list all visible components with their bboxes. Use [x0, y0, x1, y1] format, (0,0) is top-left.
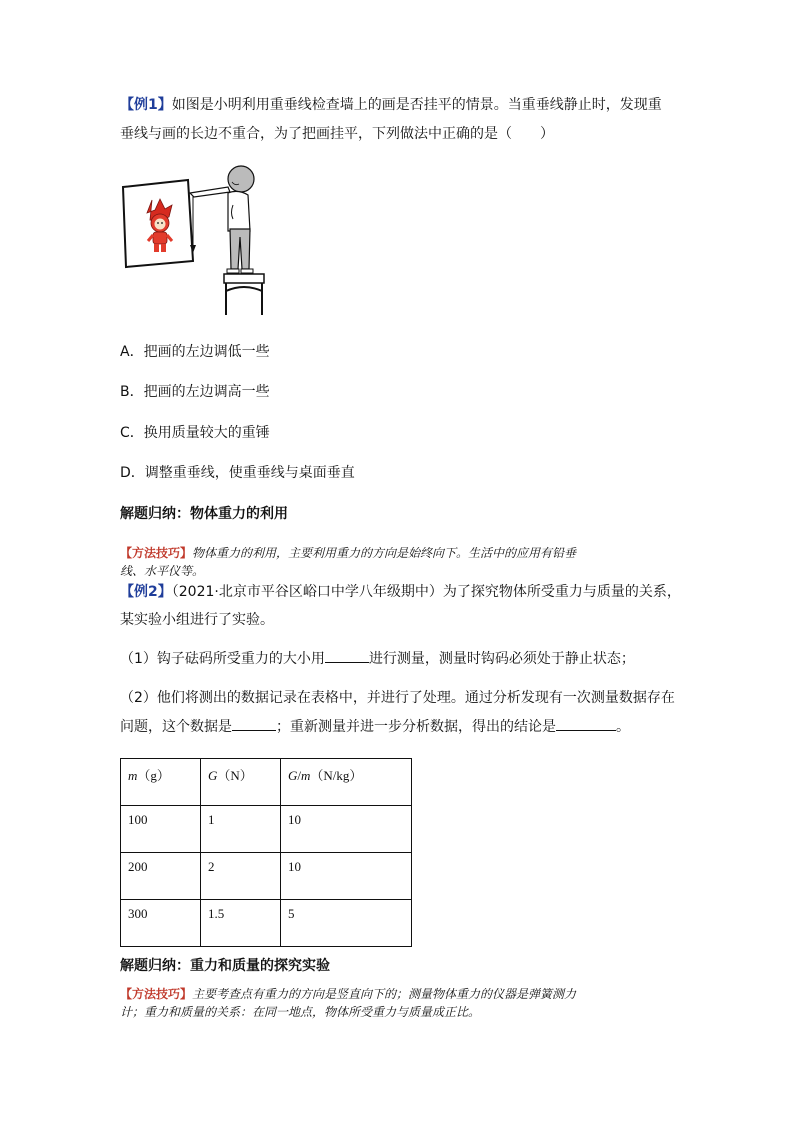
tip1-text1: 物体重力的利用，主要利用重力的方向是始终向下。生活中的应用有铅垂 [192, 546, 577, 560]
option-c: C．换用质量较大的重锤 [120, 425, 270, 441]
tip2-line1 [120, 986, 576, 1002]
example1-text1: 如图是小明利用重垂线检查墙上的画是否挂平的情景。当重垂线静止时，发现重 [171, 97, 662, 113]
table-cell: 200 [121, 853, 201, 900]
q1-after: 进行测量，测量时钩码必须处于静止状态； [368, 651, 635, 667]
tip1-tag: 【方法技巧】 [120, 546, 193, 560]
table-cell: 1.5 [201, 900, 281, 947]
stool-top [224, 274, 264, 283]
example1-tag: 【例1】 [120, 97, 172, 113]
stool-legs [226, 283, 262, 315]
tip2-text1: 主要考查点有重力的方向是竖直向下的；测量物体重力的仪器是弹簧测力 [192, 987, 577, 1001]
header-mass: m（g） [121, 759, 201, 806]
option-a: A．把画的左边调低一些 [120, 344, 270, 360]
tip1-line2: 线、水平仪等。 [120, 564, 205, 578]
tip1-line1 [120, 545, 576, 561]
table-cell: 2 [201, 853, 281, 900]
question-2-line1: （2）他们将测出的数据记录在表格中，并进行了处理。通过分析发现有一次测量数据存在 [120, 690, 675, 706]
table-header-row [121, 759, 412, 806]
example2-line1 [120, 582, 681, 602]
q2-conclusion-blank[interactable] [556, 716, 616, 731]
q2-data-blank[interactable] [232, 716, 276, 731]
table-cell: 300 [121, 900, 201, 947]
summary-1: 解题归纳：物体重力的利用 [120, 506, 288, 522]
option-d: D．调整重垂线，使重垂线与桌面垂直 [120, 465, 355, 481]
example2-text1: （2021·北京市平谷区峪口中学八年级期中）为了探究物体所受重力与质量的关系， [171, 584, 681, 600]
example1-line2: 垂线与画的长边不重合，为了把画挂平，下列做法中正确的是（ ） [120, 126, 554, 142]
q1-answer-blank[interactable] [325, 648, 369, 663]
table-cell: 100 [121, 806, 201, 853]
person-head [228, 166, 254, 192]
example2-tag: 【例2】 [120, 584, 172, 600]
q1-before: （1）钩子砝码所受重力的大小用 [120, 651, 325, 667]
question-2-line2 [120, 716, 630, 737]
header-ratio: G/m（N/kg） [281, 759, 412, 806]
header-gravity: G（N） [201, 759, 281, 806]
table-row [121, 900, 412, 947]
table-cell: 5 [281, 900, 412, 947]
table-cell: 1 [201, 806, 281, 853]
tip2-tag: 【方法技巧】 [120, 987, 193, 1001]
table-cell: 10 [281, 853, 412, 900]
example2-line2: 某实验小组进行了实验。 [120, 612, 274, 628]
plumb-line-illustration [120, 165, 270, 317]
question-1 [120, 648, 635, 669]
example1-line1 [120, 95, 662, 115]
tip2-line2: 计；重力和质量的关系：在同一地点，物体所受重力与质量成正比。 [120, 1005, 481, 1019]
table-row [121, 853, 412, 900]
table-cell: 10 [281, 806, 412, 853]
table-row [121, 806, 412, 853]
option-b: B．把画的左边调高一些 [120, 384, 270, 400]
q2-part-a: 问题，这个数据是 [120, 719, 232, 735]
q2-part-c: 。 [616, 719, 630, 735]
q2-part-b: ；重新测量并进一步分析数据，得出的结论是 [276, 719, 556, 735]
data-table [120, 758, 412, 947]
summary-2: 解题归纳：重力和质量的探究实验 [120, 958, 330, 974]
person-legs [230, 229, 250, 269]
